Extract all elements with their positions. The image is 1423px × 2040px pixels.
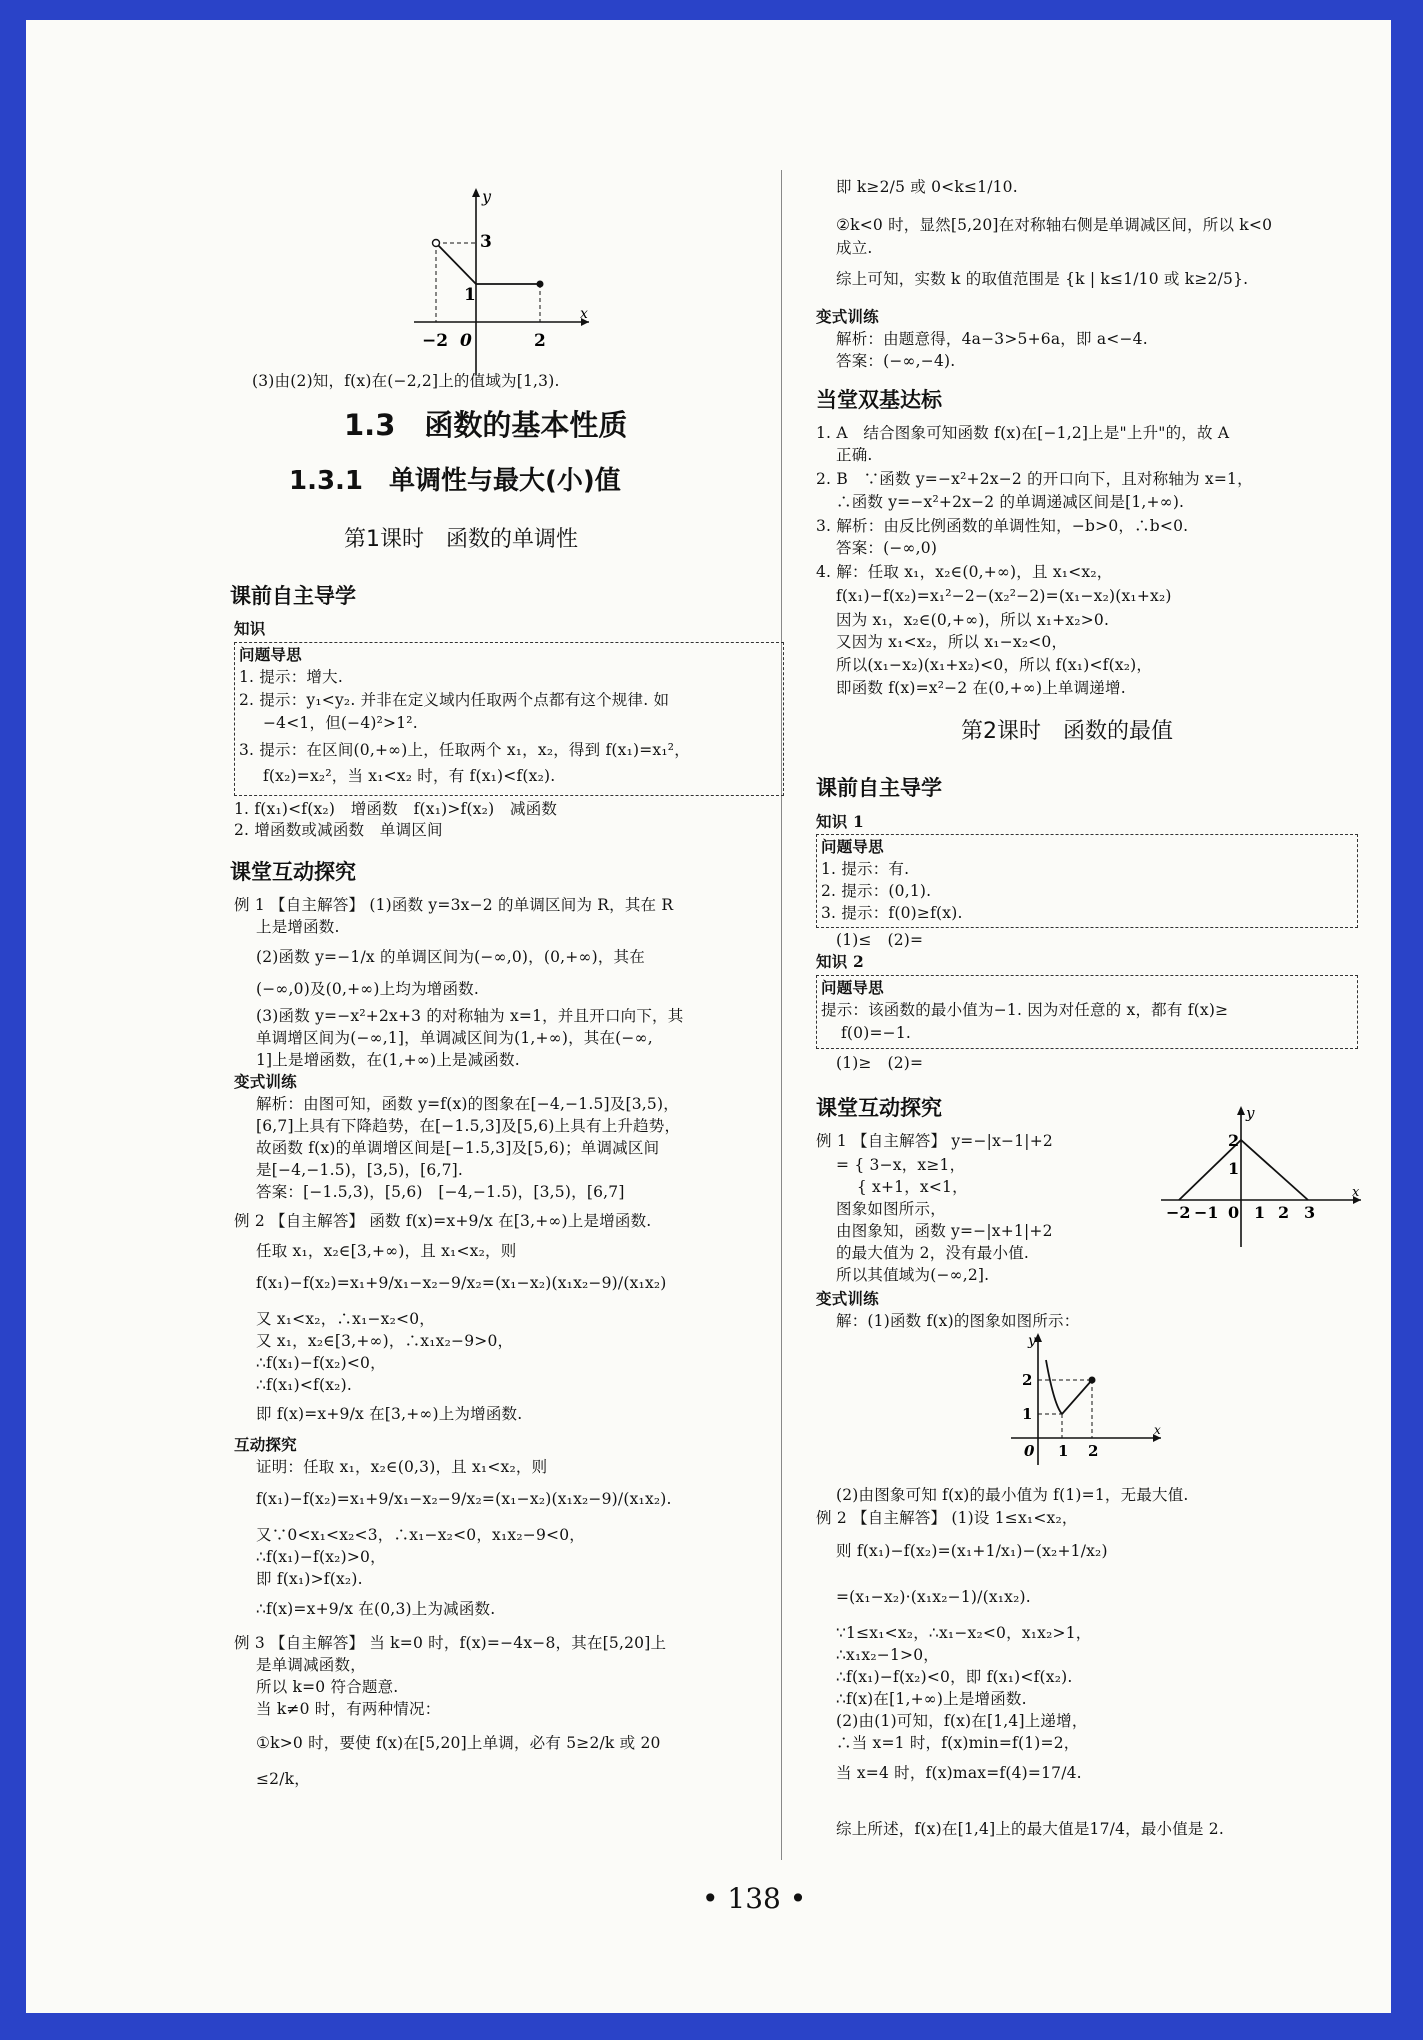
ex3-line: 例 3 【自主解答】 当 k=0 时，f(x)=−4x−8，其在[5,20]上 <box>234 1634 667 1652</box>
qa-title: 问题导思 <box>821 978 884 997</box>
var1-line: 是[−4,−1.5)，[3,5)，[6,7]. <box>256 1161 464 1179</box>
var1-line: [6,7]上具有下降趋势，在[−1.5,3]及[5,6)上具有上升趋势， <box>256 1117 681 1135</box>
r-ex2-line: ∴f(x₁)−f(x₂)<0，即 f(x₁)<f(x₂). <box>836 1668 1073 1686</box>
graph-abs <box>1156 1102 1366 1250</box>
ex3-line: 所以 k=0 符合题意. <box>256 1678 399 1696</box>
lesson2-title: 第2课时 函数的最值 <box>961 719 1173 744</box>
g1-tick-3: 3 <box>480 232 492 252</box>
proof-line: 即 f(x₁)>f(x₂). <box>256 1570 363 1588</box>
r-ex2-line: 则 f(x₁)−f(x₂)=(x₁+1/x₁)−(x₂+1/x₂) <box>836 1542 1108 1560</box>
proof-line: ∴f(x)=x+9/x 在(0,3)上为减函数. <box>256 1600 496 1618</box>
graph-fx <box>1006 1330 1166 1470</box>
qa-box-1 <box>816 834 1358 928</box>
qa-line: 1. 提示：增大. <box>239 668 343 686</box>
qa-line: 3. 提示：f(0)≥f(x). <box>821 904 963 922</box>
basics-line: 又因为 x₁<x₂，所以 x₁−x₂<0， <box>836 633 1068 651</box>
basics-heading: 当堂双基达标 <box>816 388 942 412</box>
var1-line: 解析：由图可知，函数 y=f(x)的图象在[−4,−1.5]及[3,5)， <box>256 1095 679 1113</box>
r-ex2-line: ∵1≤x₁<x₂，∴x₁−x₂<0，x₁x₂>1， <box>836 1624 1092 1642</box>
top-line: ②k<0 时，显然[5,20]在对称轴右侧是单调减区间，所以 k<0 <box>836 216 1273 234</box>
g2-tick-3x: 3 <box>1304 1203 1316 1222</box>
proof-line: 证明：任取 x₁，x₂∈(0,3)，且 x₁<x₂，则 <box>256 1458 548 1476</box>
top-line: 即 k≥2/5 或 0<k≤1/10. <box>836 178 1018 196</box>
g1-tick-1: 1 <box>464 285 476 305</box>
var2-line: 答案：(−∞,−4). <box>836 352 956 370</box>
ex2-line: 例 2 【自主解答】 函数 f(x)=x+9/x 在[3,+∞)上是增函数. <box>234 1212 652 1230</box>
ex2-line: ∴f(x₁)−f(x₂)<0， <box>256 1354 386 1372</box>
ex2-line: 即 f(x)=x+9/x 在[3,+∞)上为增函数. <box>256 1405 523 1423</box>
variant-training-label: 变式训练 <box>234 1072 297 1091</box>
g2-tick-0: 0 <box>1228 1203 1240 1222</box>
top-line: 综上可知，实数 k 的取值范围是 {k | k≤1/10 或 k≥2/5}. <box>836 270 1249 288</box>
page-number: • 138 • <box>702 1882 807 1915</box>
g1-tick-0: 0 <box>460 331 472 351</box>
interactive-label: 互动探究 <box>234 1435 297 1454</box>
g2-tick-neg1: −1 <box>1194 1203 1219 1222</box>
g2-x-label: x <box>1352 1185 1360 1200</box>
basics-line: 4. 解：任取 x₁，x₂∈(0,+∞)，且 x₁<x₂， <box>816 563 1113 581</box>
page <box>26 20 1391 2013</box>
column-divider <box>781 170 782 1860</box>
r-ex1-line: { x+1，x<1， <box>836 1178 968 1196</box>
top-line: 成立. <box>836 239 873 257</box>
variant-training-label: 变式训练 <box>816 307 879 326</box>
ex1-line: 上是增函数. <box>256 918 340 936</box>
ex3-line: 是单调减函数， <box>256 1656 366 1674</box>
ex1-line: (2)函数 y=−1/x 的单调区间为(−∞,0)，(0,+∞)，其在 <box>256 948 645 966</box>
qa-line: 3. 提示：在区间(0,+∞)上，任取两个 x₁，x₂，得到 f(x₁)=x₁²， <box>239 741 690 759</box>
proof-line: 又∵0<x₁<x₂<3，∴x₁−x₂<0，x₁x₂−9<0， <box>256 1526 585 1544</box>
knowledge-label: 知识 <box>234 619 266 638</box>
g3-tick-1: 1 <box>1022 1405 1033 1423</box>
ex2-line: 又 x₁<x₂，∴x₁−x₂<0， <box>256 1310 435 1328</box>
g3-tick-0: 0 <box>1024 1442 1035 1460</box>
k1-answer: (1)≤ (2)= <box>836 931 924 949</box>
var2-line: 解析：由题意得，4a−3>5+6a，即 a<−4. <box>836 330 1148 348</box>
knowledge2-label: 知识 2 <box>816 952 864 971</box>
var3-line: 解：(1)函数 f(x)的图象如图所示： <box>836 1312 1080 1330</box>
graph-caption: (3)由(2)知，f(x)在(−2,2]上的值域为[1,3). <box>252 372 560 390</box>
ex1-line: 单调增区间为(−∞,1]，单调减区间为(1,+∞)，其在(−∞, <box>256 1029 653 1047</box>
g2-y-label: y <box>1246 1104 1255 1122</box>
r-ex1-line: 所以其值域为(−∞,2]. <box>836 1266 990 1284</box>
ex1-line: 例 1 【自主解答】 (1)函数 y=3x−2 的单调区间为 R，其在 R <box>234 896 674 914</box>
ex1-line: (3)函数 y=−x²+2x+3 的对称轴为 x=1，并且开口向下，其 <box>256 1007 684 1025</box>
r-ex2-line: 例 2 【自主解答】 (1)设 1≤x₁<x₂， <box>816 1509 1078 1527</box>
g1-tick-neg2: −2 <box>422 331 449 351</box>
qa-line: 1. 提示：有. <box>821 860 910 878</box>
ex2-line: 任取 x₁，x₂∈[3,+∞)，且 x₁<x₂，则 <box>256 1242 517 1260</box>
ex2-line: 又 x₁，x₂∈[3,+∞)，∴x₁x₂−9>0， <box>256 1332 514 1350</box>
r-ex2-line: ∴f(x)在[1,+∞)上是增函数. <box>836 1690 1027 1708</box>
ex3-line: ≤2/k， <box>256 1770 310 1788</box>
qa-title: 问题导思 <box>821 837 884 856</box>
g1-y-label: y <box>482 187 492 206</box>
g2-tick-neg2: −2 <box>1166 1203 1191 1222</box>
section-title: 1.3 函数的基本性质 <box>344 408 628 442</box>
g1-tick-2: 2 <box>534 331 546 351</box>
knowledge-answer: 2. 增函数或减函数 单调区间 <box>234 821 443 839</box>
variant-training-label: 变式训练 <box>816 1289 879 1308</box>
qa-title: 问题导思 <box>239 645 302 664</box>
qa-line: 2. 提示：(0,1). <box>821 882 932 900</box>
r-ex2-line: ∴当 x=1 时，f(x)min=f(1)=2， <box>836 1734 1080 1752</box>
ex1-line: (−∞,0)及(0,+∞)上均为增函数. <box>256 980 479 998</box>
r-ex2-line: (2)由(1)可知，f(x)在[1,4]上递增， <box>836 1712 1088 1730</box>
qa-line: f(0)=−1. <box>841 1024 912 1042</box>
basics-line: f(x₁)−f(x₂)=x₁²−2−(x₂²−2)=(x₁−x₂)(x₁+x₂) <box>836 587 1172 605</box>
g3-tick-2x: 2 <box>1088 1442 1099 1460</box>
qa-line: 2. 提示：y₁<y₂. 并非在定义域内任取两个点都有这个规律. 如 <box>239 691 670 709</box>
knowledge1-label: 知识 1 <box>816 812 864 831</box>
g1-x-label: x <box>580 306 588 322</box>
qa-box <box>234 642 784 796</box>
ex2-line: ∴f(x₁)<f(x₂). <box>256 1376 352 1394</box>
r-ex2-line: =(x₁−x₂)·(x₁x₂−1)/(x₁x₂). <box>836 1588 1031 1606</box>
basics-line: 3. 解析：由反比例函数的单调性知，−b>0，∴b<0. <box>816 517 1189 535</box>
ex3-line: ①k>0 时，要使 f(x)在[5,20]上单调，必有 5≥2/k 或 20 <box>256 1734 661 1752</box>
pre-study-heading: 课前自主导学 <box>230 584 356 608</box>
ex2-line: f(x₁)−f(x₂)=x₁+9/x₁−x₂−9/x₂=(x₁−x₂)(x₁x₂−9)/(x₁x₂) <box>256 1274 667 1292</box>
basics-line: 2. B ∵函数 y=−x²+2x−2 的开口向下，且对称轴为 x=1， <box>816 470 1253 488</box>
class-explore-heading: 课堂互动探究 <box>816 1096 942 1120</box>
g3-tick-2: 2 <box>1022 1371 1033 1389</box>
g2-tick-2x: 2 <box>1278 1203 1290 1222</box>
subsection-title: 1.3.1 单调性与最大(小)值 <box>289 466 621 496</box>
g3-y-label: y <box>1028 1333 1036 1349</box>
ex1-line: 1]上是增函数，在(1,+∞)上是减函数. <box>256 1051 520 1069</box>
g2-tick-1: 1 <box>1228 1159 1240 1178</box>
r-ex2-line: 综上所述，f(x)在[1,4]上的最大值是17/4，最小值是 2. <box>836 1820 1224 1838</box>
knowledge-answer: 1. f(x₁)<f(x₂) 增函数 f(x₁)>f(x₂) 减函数 <box>234 800 558 818</box>
proof-line: f(x₁)−f(x₂)=x₁+9/x₁−x₂−9/x₂=(x₁−x₂)(x₁x₂−9)/(x₁x₂). <box>256 1490 672 1508</box>
qa-box-2 <box>816 975 1358 1049</box>
basics-line: 答案：(−∞,0) <box>836 539 938 557</box>
g3-x-label: x <box>1154 1423 1161 1437</box>
ex3-line: 当 k≠0 时，有两种情况： <box>256 1700 441 1718</box>
qa-line: f(x₂)=x₂²，当 x₁<x₂ 时，有 f(x₁)<f(x₂). <box>263 767 556 785</box>
g2-tick-2: 2 <box>1228 1131 1240 1150</box>
pre-study-heading: 课前自主导学 <box>816 776 942 800</box>
r-ex1-line: = { 3−x，x≥1， <box>836 1156 966 1174</box>
k2-answer: (1)≥ (2)= <box>836 1054 924 1072</box>
basics-line: ∴函数 y=−x²+2x−2 的单调递减区间是[1,+∞). <box>836 493 1185 511</box>
basics-line: 正确. <box>836 446 873 464</box>
r-ex1-line: 的最大值为 2，没有最小值. <box>836 1244 1030 1262</box>
r-ex2-line: ∴x₁x₂−1>0， <box>836 1646 939 1664</box>
r-ex1-line: 由图象知，函数 y=−|x+1|+2 <box>836 1222 1053 1240</box>
var1-line: 故函数 f(x)的单调增区间是[−1.5,3]及[5,6)；单调减区间 <box>256 1139 660 1157</box>
qa-line: −4<1，但(−4)²>1². <box>263 714 418 732</box>
r-ex1-line: 例 1 【自主解答】 y=−|x−1|+2 <box>816 1132 1053 1150</box>
basics-line: 即函数 f(x)=x²−2 在(0,+∞)上单调递增. <box>836 679 1126 697</box>
g3-tick-1x: 1 <box>1058 1442 1069 1460</box>
class-explore-heading: 课堂互动探究 <box>230 860 356 884</box>
lesson-title: 第1课时 函数的单调性 <box>344 527 578 552</box>
g2-tick-1x: 1 <box>1254 1203 1266 1222</box>
basics-line: 1. A 结合图象可知函数 f(x)在[−1,2]上是"上升"的，故 A <box>816 424 1230 442</box>
proof-line: ∴f(x₁)−f(x₂)>0， <box>256 1548 386 1566</box>
var3b-line: (2)由图象可知 f(x)的最小值为 f(1)=1，无最大值. <box>836 1486 1189 1504</box>
basics-line: 因为 x₁，x₂∈(0,+∞)，所以 x₁+x₂>0. <box>836 611 1110 629</box>
basics-line: 所以(x₁−x₂)(x₁+x₂)<0，所以 f(x₁)<f(x₂)， <box>836 656 1153 674</box>
var1-line: 答案：[−1.5,3)，[5,6) [−4,−1.5)，[3,5)，[6,7] <box>256 1183 625 1201</box>
graph-piecewise <box>404 180 594 380</box>
r-ex2-line: 当 x=4 时，f(x)max=f(4)=17/4. <box>836 1764 1082 1782</box>
qa-line: 提示：该函数的最小值为−1. 因为对任意的 x，都有 f(x)≥ <box>821 1001 1229 1019</box>
r-ex1-line: 图象如图所示， <box>836 1200 946 1218</box>
